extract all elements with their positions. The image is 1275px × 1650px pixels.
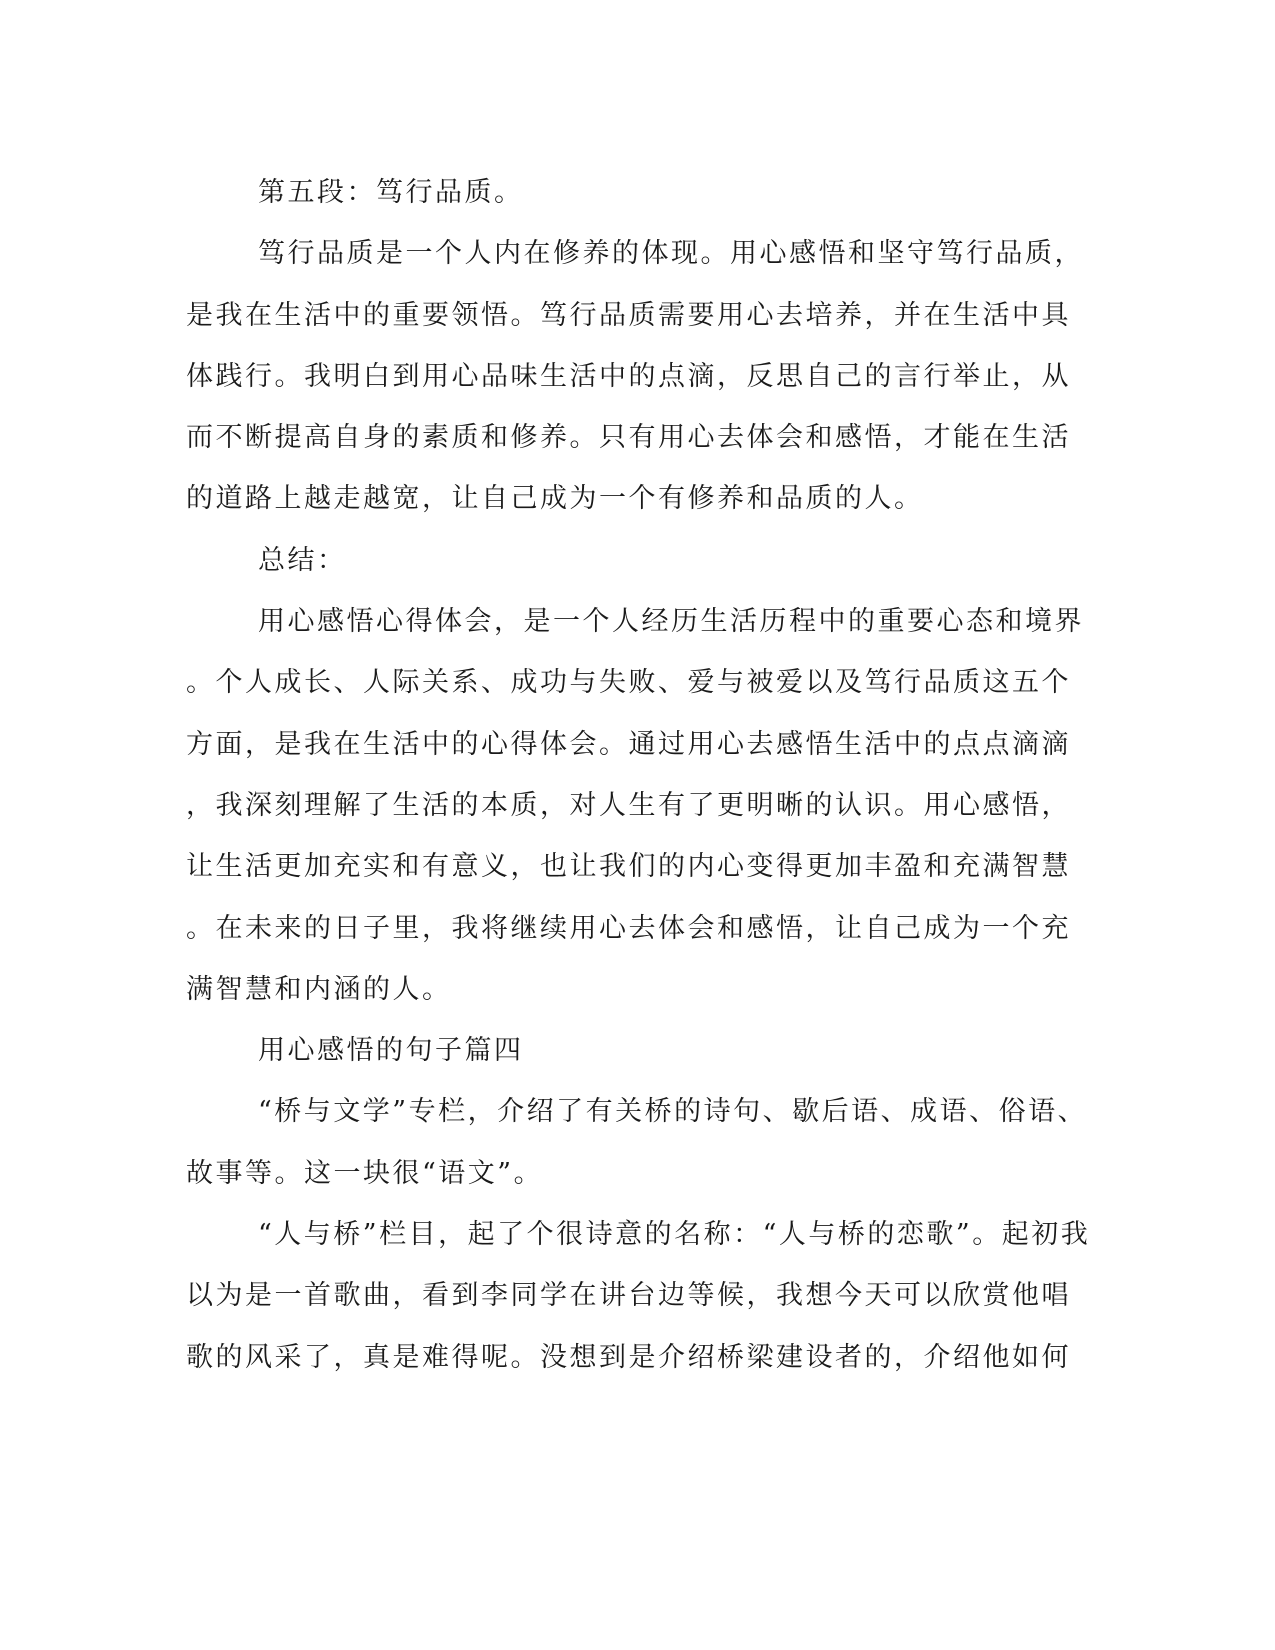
text-line: “人与桥”栏目，起了个很诗意的名称：“人与桥的恋歌”。起初我 xyxy=(258,1219,1091,1251)
text-line: 方面，是我在生活中的心得体会。通过用心去感悟生活中的点点滴滴 xyxy=(186,728,1071,760)
text-line: 故事等。这一块很“语文”。 xyxy=(186,1157,544,1189)
text-line: 以为是一首歌曲，看到李同学在讲台边等候，我想今天可以欣赏他唱 xyxy=(186,1280,1071,1312)
text-line: 而不断提高自身的素质和修养。只有用心去体会和感悟，才能在生活 xyxy=(186,422,1071,454)
text-line: 用心感悟心得体会，是一个人经历生活历程中的重要心态和境界 xyxy=(258,606,1084,638)
text-line: “桥与文学”专栏，介绍了有关桥的诗句、歇后语、成语、俗语、 xyxy=(258,1096,1088,1128)
text-line: 用心感悟的句子篇四 xyxy=(258,1035,524,1067)
text-line: 。个人成长、人际关系、成功与失败、爱与被爱以及笃行品质这五个 xyxy=(186,667,1071,699)
text-line: 总结： xyxy=(258,544,347,576)
text-line: 。在未来的日子里，我将继续用心去体会和感悟，让自己成为一个充 xyxy=(186,912,1071,944)
text-line: ，我深刻理解了生活的本质，对人生有了更明晰的认识。用心感悟， xyxy=(186,789,1071,821)
text-line: 让生活更加充实和有意义，也让我们的内心变得更加丰盈和充满智慧 xyxy=(186,851,1071,883)
text-line: 第五段：笃行品质。 xyxy=(258,177,524,208)
text-line: 的道路上越走越宽，让自己成为一个有修养和品质的人。 xyxy=(186,483,924,515)
text-line: 体践行。我明白到用心品味生活中的点滴，反思自己的言行举止，从 xyxy=(186,360,1071,392)
text-line: 是我在生活中的重要领悟。笃行品质需要用心去培养，并在生活中具 xyxy=(186,299,1071,331)
text-line: 笃行品质是一个人内在修养的体现。用心感悟和坚守笃行品质， xyxy=(258,238,1084,270)
text-line: 满智慧和内涵的人。 xyxy=(186,973,452,1005)
text-line: 歌的风采了，真是难得呢。没想到是介绍桥梁建设者的，介绍他如何 xyxy=(186,1341,1071,1373)
document-body xyxy=(186,162,1091,1388)
